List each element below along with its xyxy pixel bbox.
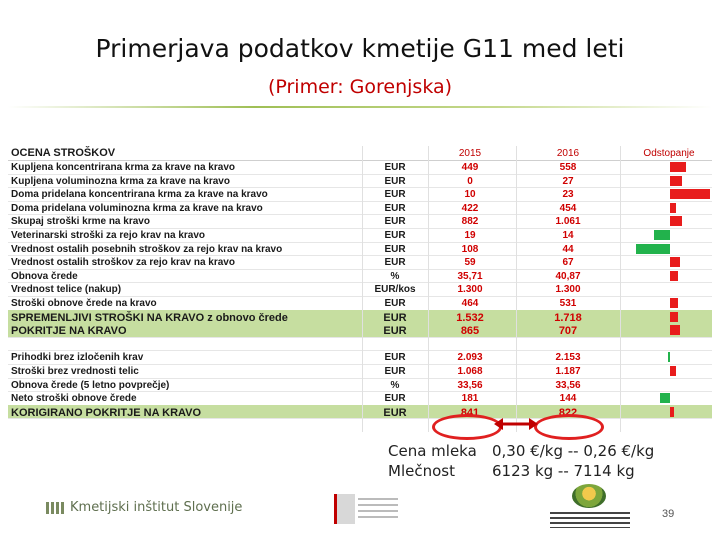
value-2015: 1.300 bbox=[457, 284, 483, 296]
deviation-bar bbox=[670, 325, 680, 335]
value-2015: 0 bbox=[467, 175, 473, 187]
row-unit: EUR bbox=[384, 393, 406, 405]
row-unit: EUR bbox=[384, 216, 406, 228]
deviation-bar bbox=[668, 352, 670, 362]
value-2015: 882 bbox=[461, 216, 479, 228]
value-2016: 1.187 bbox=[555, 366, 581, 377]
page-number: 39 bbox=[662, 508, 675, 520]
row-divider bbox=[8, 242, 712, 243]
page-title: Primerjava podatkov kmetije G11 med leti bbox=[95, 34, 625, 63]
row-unit: EUR bbox=[384, 189, 406, 201]
deviation-bar bbox=[670, 257, 680, 267]
row-label: Doma pridelana voluminozna krma za krave na kravo bbox=[11, 202, 263, 214]
row-unit: EUR bbox=[383, 325, 407, 338]
row-unit: EUR bbox=[383, 406, 407, 419]
page-subtitle: (Primer: Gorenjska) bbox=[267, 76, 453, 98]
row-label: Kupljena voluminozna krma za krave na kravo bbox=[11, 175, 230, 187]
value-2015: 464 bbox=[461, 298, 479, 309]
row-label: Neto stroški obnove črede bbox=[11, 393, 137, 405]
value-2015: 1.532 bbox=[456, 311, 484, 324]
row-unit: EUR bbox=[384, 243, 406, 255]
row-label: Doma pridelana koncentrirana krma za krave na kravo bbox=[11, 189, 268, 201]
row-label: KORIGIRANO POKRITJE NA KRAVO bbox=[11, 406, 202, 419]
row-unit: EUR bbox=[384, 298, 406, 309]
header-year-2016: 2016 bbox=[556, 148, 580, 159]
deviation-bar bbox=[660, 393, 670, 403]
value-2016: 1.718 bbox=[554, 311, 582, 324]
ministry-text-lines bbox=[358, 498, 398, 518]
row-divider bbox=[8, 350, 712, 351]
ministry-crest-icon bbox=[334, 494, 355, 524]
column-divider bbox=[516, 146, 517, 432]
value-2016: 144 bbox=[559, 393, 577, 405]
institute-name: Kmetijski inštitut Slovenije bbox=[70, 500, 243, 515]
row-divider bbox=[8, 269, 712, 270]
row-unit: EUR bbox=[384, 162, 406, 173]
highlight-ellipse-2016 bbox=[534, 414, 604, 440]
row-divider bbox=[8, 201, 712, 202]
row-divider bbox=[8, 296, 712, 297]
column-divider bbox=[428, 146, 429, 432]
row-label: Vrednost ostalih stroškov za rejo krav na kravo bbox=[11, 257, 235, 269]
value-2016: 27 bbox=[562, 175, 574, 187]
value-2016: 14 bbox=[562, 230, 574, 241]
deviation-bar bbox=[670, 216, 682, 226]
row-unit: % bbox=[390, 379, 400, 391]
comparison-arrow bbox=[494, 416, 538, 432]
footer-logo bbox=[46, 500, 242, 515]
row-label: SPREMENLJIVI STROŠKI NA KRAVO z obnovo črede bbox=[11, 311, 288, 324]
milk-yield-label: Mlečnost bbox=[388, 462, 455, 480]
value-2015: 59 bbox=[464, 257, 476, 269]
institute-logo-icon bbox=[46, 502, 66, 514]
header-deviation: Odstopanje bbox=[643, 148, 695, 159]
row-label: Stroški brez vrednosti telic bbox=[11, 366, 139, 377]
value-2015: 108 bbox=[461, 243, 479, 255]
row-label: Veterinarski stroški za rejo krav na kravo bbox=[11, 230, 205, 241]
deviation-bar bbox=[670, 189, 710, 199]
milk-yield-value: 6123 kg -- 7114 kg bbox=[492, 462, 635, 480]
value-2016: 531 bbox=[559, 298, 577, 309]
row-unit: EUR bbox=[384, 230, 406, 241]
value-2016: 454 bbox=[559, 202, 577, 214]
value-2016: 40,87 bbox=[555, 270, 581, 282]
row-divider bbox=[8, 391, 712, 392]
deviation-bar bbox=[670, 366, 676, 376]
row-unit: EUR bbox=[384, 257, 406, 269]
header-label: OCENA STROŠKOV bbox=[11, 147, 116, 159]
value-2016: 23 bbox=[562, 189, 574, 201]
value-2016: 1.300 bbox=[555, 284, 581, 296]
row-unit: EUR bbox=[384, 202, 406, 214]
deviation-bar bbox=[670, 162, 686, 172]
value-2015: 35,71 bbox=[457, 270, 483, 282]
value-2015: 10 bbox=[464, 189, 476, 201]
deviation-bar bbox=[670, 407, 674, 417]
value-2016: 67 bbox=[562, 257, 574, 269]
rural-development-logo bbox=[550, 482, 630, 530]
column-divider bbox=[620, 146, 621, 432]
row-divider bbox=[8, 255, 712, 256]
value-2015: 449 bbox=[461, 162, 479, 173]
deviation-bar bbox=[670, 271, 678, 281]
field-icon bbox=[572, 484, 606, 508]
row-unit: EUR bbox=[384, 352, 406, 364]
value-2015: 33,56 bbox=[457, 379, 483, 391]
value-2015: 841 bbox=[460, 406, 480, 419]
cost-table bbox=[8, 146, 712, 432]
row-unit: EUR bbox=[384, 366, 406, 377]
value-2015: 181 bbox=[461, 393, 479, 405]
deviation-bar bbox=[670, 312, 678, 322]
value-2016: 44 bbox=[562, 243, 574, 255]
deviation-bar bbox=[654, 230, 670, 240]
milk-price-label: Cena mleka bbox=[388, 442, 477, 460]
row-label: Stroški obnove črede na kravo bbox=[11, 298, 157, 309]
value-2015: 865 bbox=[460, 325, 480, 338]
row-label: Obnova črede (5 letno povprečje) bbox=[11, 379, 170, 391]
row-divider bbox=[8, 174, 712, 175]
deviation-bar bbox=[670, 176, 682, 186]
deviation-bar bbox=[670, 298, 678, 308]
deviation-bar bbox=[670, 203, 676, 213]
ministry-logo bbox=[334, 490, 402, 528]
row-unit: EUR/kos bbox=[374, 284, 416, 296]
row-label: Obnova črede bbox=[11, 270, 78, 282]
deviation-bar bbox=[636, 244, 670, 254]
value-2016: 707 bbox=[558, 325, 578, 338]
value-2016: 33,56 bbox=[555, 379, 581, 391]
row-unit: EUR bbox=[383, 311, 407, 324]
row-label: Prihodki brez izločenih krav bbox=[11, 352, 144, 364]
value-2016: 822 bbox=[558, 406, 578, 419]
rural-logo-text bbox=[550, 512, 630, 528]
row-label: Vrednost telice (nakup) bbox=[11, 284, 122, 296]
row-divider bbox=[8, 282, 712, 283]
row-label: Kupljena koncentrirana krma za krave na kravo bbox=[11, 162, 235, 173]
value-2016: 1.061 bbox=[555, 216, 581, 228]
value-2015: 19 bbox=[464, 230, 476, 241]
row-label: Skupaj stroški krme na kravo bbox=[11, 216, 150, 228]
highlight-ellipse-2015 bbox=[432, 414, 502, 440]
row-divider bbox=[8, 228, 712, 229]
row-unit: % bbox=[390, 270, 400, 282]
row-label: Vrednost ostalih posebnih stroškov za rejo krav na kravo bbox=[11, 243, 283, 255]
row-unit: EUR bbox=[384, 175, 406, 187]
value-2015: 422 bbox=[461, 202, 479, 214]
value-2016: 558 bbox=[559, 162, 577, 173]
value-2015: 1.068 bbox=[457, 366, 483, 377]
value-2016: 2.153 bbox=[555, 352, 581, 364]
value-2015: 2.093 bbox=[457, 352, 483, 364]
column-divider bbox=[362, 146, 363, 432]
row-divider bbox=[8, 214, 712, 215]
title-divider bbox=[8, 106, 712, 108]
row-label: POKRITJE NA KRAVO bbox=[11, 325, 127, 338]
row-divider bbox=[8, 187, 712, 188]
row-divider bbox=[8, 378, 712, 379]
row-divider bbox=[8, 364, 712, 365]
milk-price-value: 0,30 €/kg -- 0,26 €/kg bbox=[492, 442, 655, 460]
header-year-2015: 2015 bbox=[458, 148, 482, 159]
